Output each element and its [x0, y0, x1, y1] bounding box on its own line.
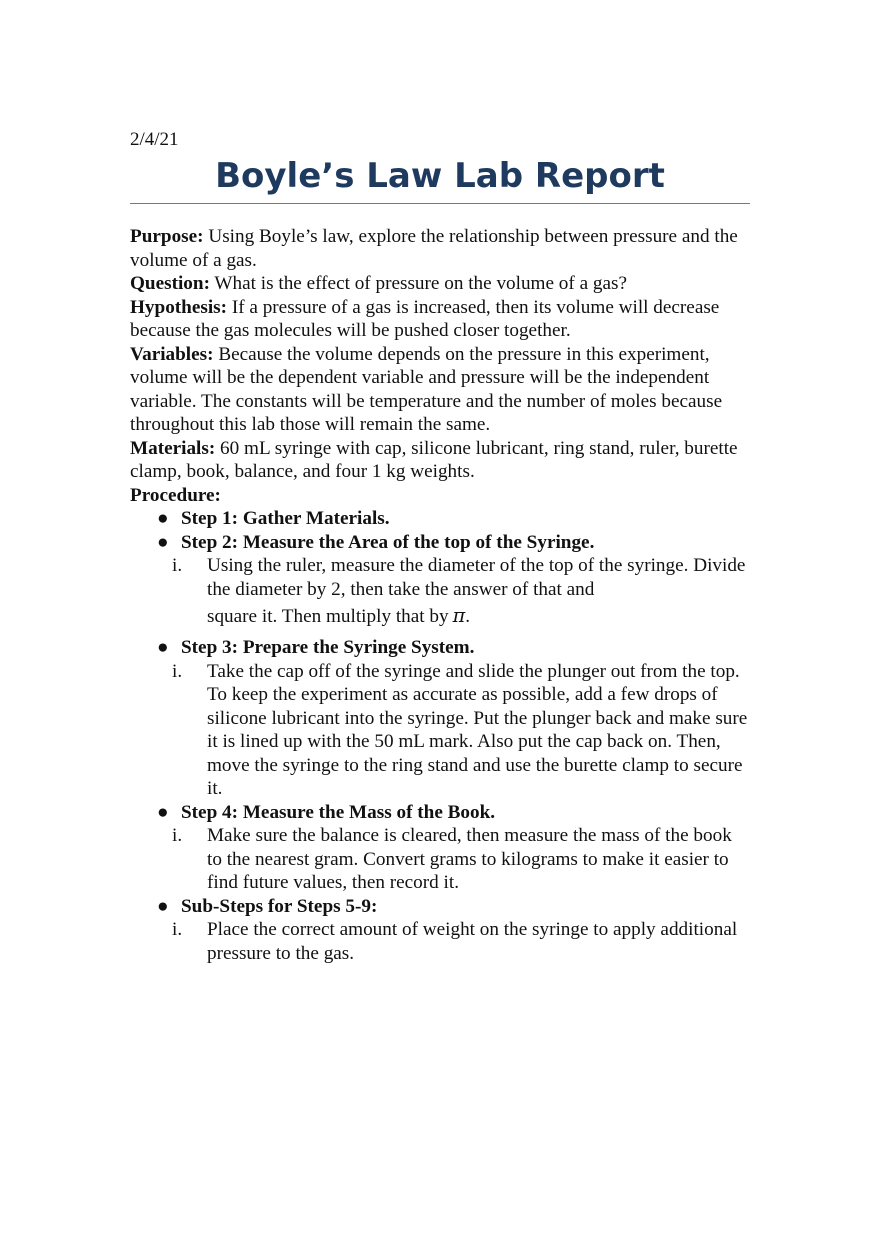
page-title: Boyle’s Law Lab Report: [130, 154, 750, 204]
hypothesis-label: Hypothesis:: [130, 296, 228, 318]
report-body: [130, 225, 750, 965]
pi-symbol: π: [452, 604, 466, 627]
procedure-step-4: [130, 801, 750, 825]
step-1-text: Step 1: Gather Materials.: [181, 508, 390, 529]
substeps-substep-text: Place the correct amount of weight on the syringe to apply additional pressure to the gas.: [207, 919, 738, 964]
procedure-step-3: [130, 636, 750, 660]
substeps-text: Sub-Steps for Steps 5-9:: [181, 895, 378, 917]
step-2-substep-text-a: Using the ruler, measure the diameter of the top of the syringe. Divide the diameter by 2, then take the answer of that and: [207, 555, 746, 600]
bullet-icon: ●: [157, 895, 169, 917]
variables-label: Variables:: [130, 343, 214, 365]
bullet-icon: ●: [157, 801, 169, 823]
step-4-substep-text: Make sure the balance is cleared, then measure the mass of the book to the nearest gram. Convert grams to kilograms to make it easier to find future values, then record it.: [207, 825, 732, 893]
variables-paragraph: [130, 343, 750, 437]
bullet-icon: ●: [157, 637, 169, 658]
question-paragraph: [130, 272, 750, 296]
roman-numeral: i.: [172, 825, 183, 846]
substeps-substep: [130, 918, 750, 965]
procedure-label: Procedure:: [130, 484, 221, 506]
question-label: Question:: [130, 273, 210, 294]
roman-numeral: i.: [172, 555, 183, 576]
materials-paragraph: [130, 437, 750, 484]
step-4-text: Step 4: Measure the Mass of the Book.: [181, 801, 496, 823]
hypothesis-text: If a pressure of a gas is increased, then its volume will decrease because the gas molecules will be pushed closer together.: [130, 296, 720, 341]
roman-numeral: i.: [172, 919, 183, 940]
step-3-substep-text: Take the cap off of the syringe and slide the plunger out from the top. To keep the experiment as accurate as possible, add a few drops of silicone lubricant into the syringe. Put the plunger back and make sure it is lined up with the 50 mL mark. Also put the cap back on. Then, move the syringe to the ring stand and use the burette clamp to secure it.: [207, 660, 748, 799]
step-3-substep: [130, 660, 750, 801]
step-2-text: Step 2: Measure the Area of the top of the Syringe.: [181, 531, 595, 553]
roman-numeral: i.: [172, 660, 183, 682]
document-page: [130, 126, 750, 965]
procedure-substeps-heading: [130, 895, 750, 919]
report-date: 2/4/21: [130, 129, 179, 150]
materials-text: 60 mL syringe with cap, silicone lubricant, ring stand, ruler, burette clamp, book, balance, and four 1 kg weights.: [130, 437, 738, 482]
step-2-substep-continued: [130, 601, 750, 632]
purpose-paragraph: [130, 225, 750, 272]
purpose-text: Using Boyle’s law, explore the relationship between pressure and the volume of a gas.: [130, 226, 738, 271]
step-2-substep: [130, 554, 750, 601]
materials-label: Materials:: [130, 437, 216, 459]
question-text: What is the effect of pressure on the volume of a gas?: [209, 273, 627, 294]
step-4-substep: [130, 824, 750, 895]
hypothesis-paragraph: [130, 296, 750, 343]
procedure-step-2: [130, 531, 750, 555]
bullet-icon: ●: [157, 531, 169, 553]
procedure-step-1: [130, 507, 750, 531]
purpose-label: Purpose:: [130, 226, 204, 247]
bullet-icon: ●: [157, 508, 169, 529]
variables-text: Because the volume depends on the pressure in this experiment, volume will be the dependent variable and pressure will be the independent variable. The constants will be temperature and the number of moles because throughout this lab those will remain the same.: [130, 343, 723, 435]
step-2-substep-period: .: [465, 606, 471, 627]
step-3-text: Step 3: Prepare the Syringe System.: [181, 637, 475, 658]
step-2-substep-text-b: square it. Then multiply that by: [207, 606, 449, 627]
